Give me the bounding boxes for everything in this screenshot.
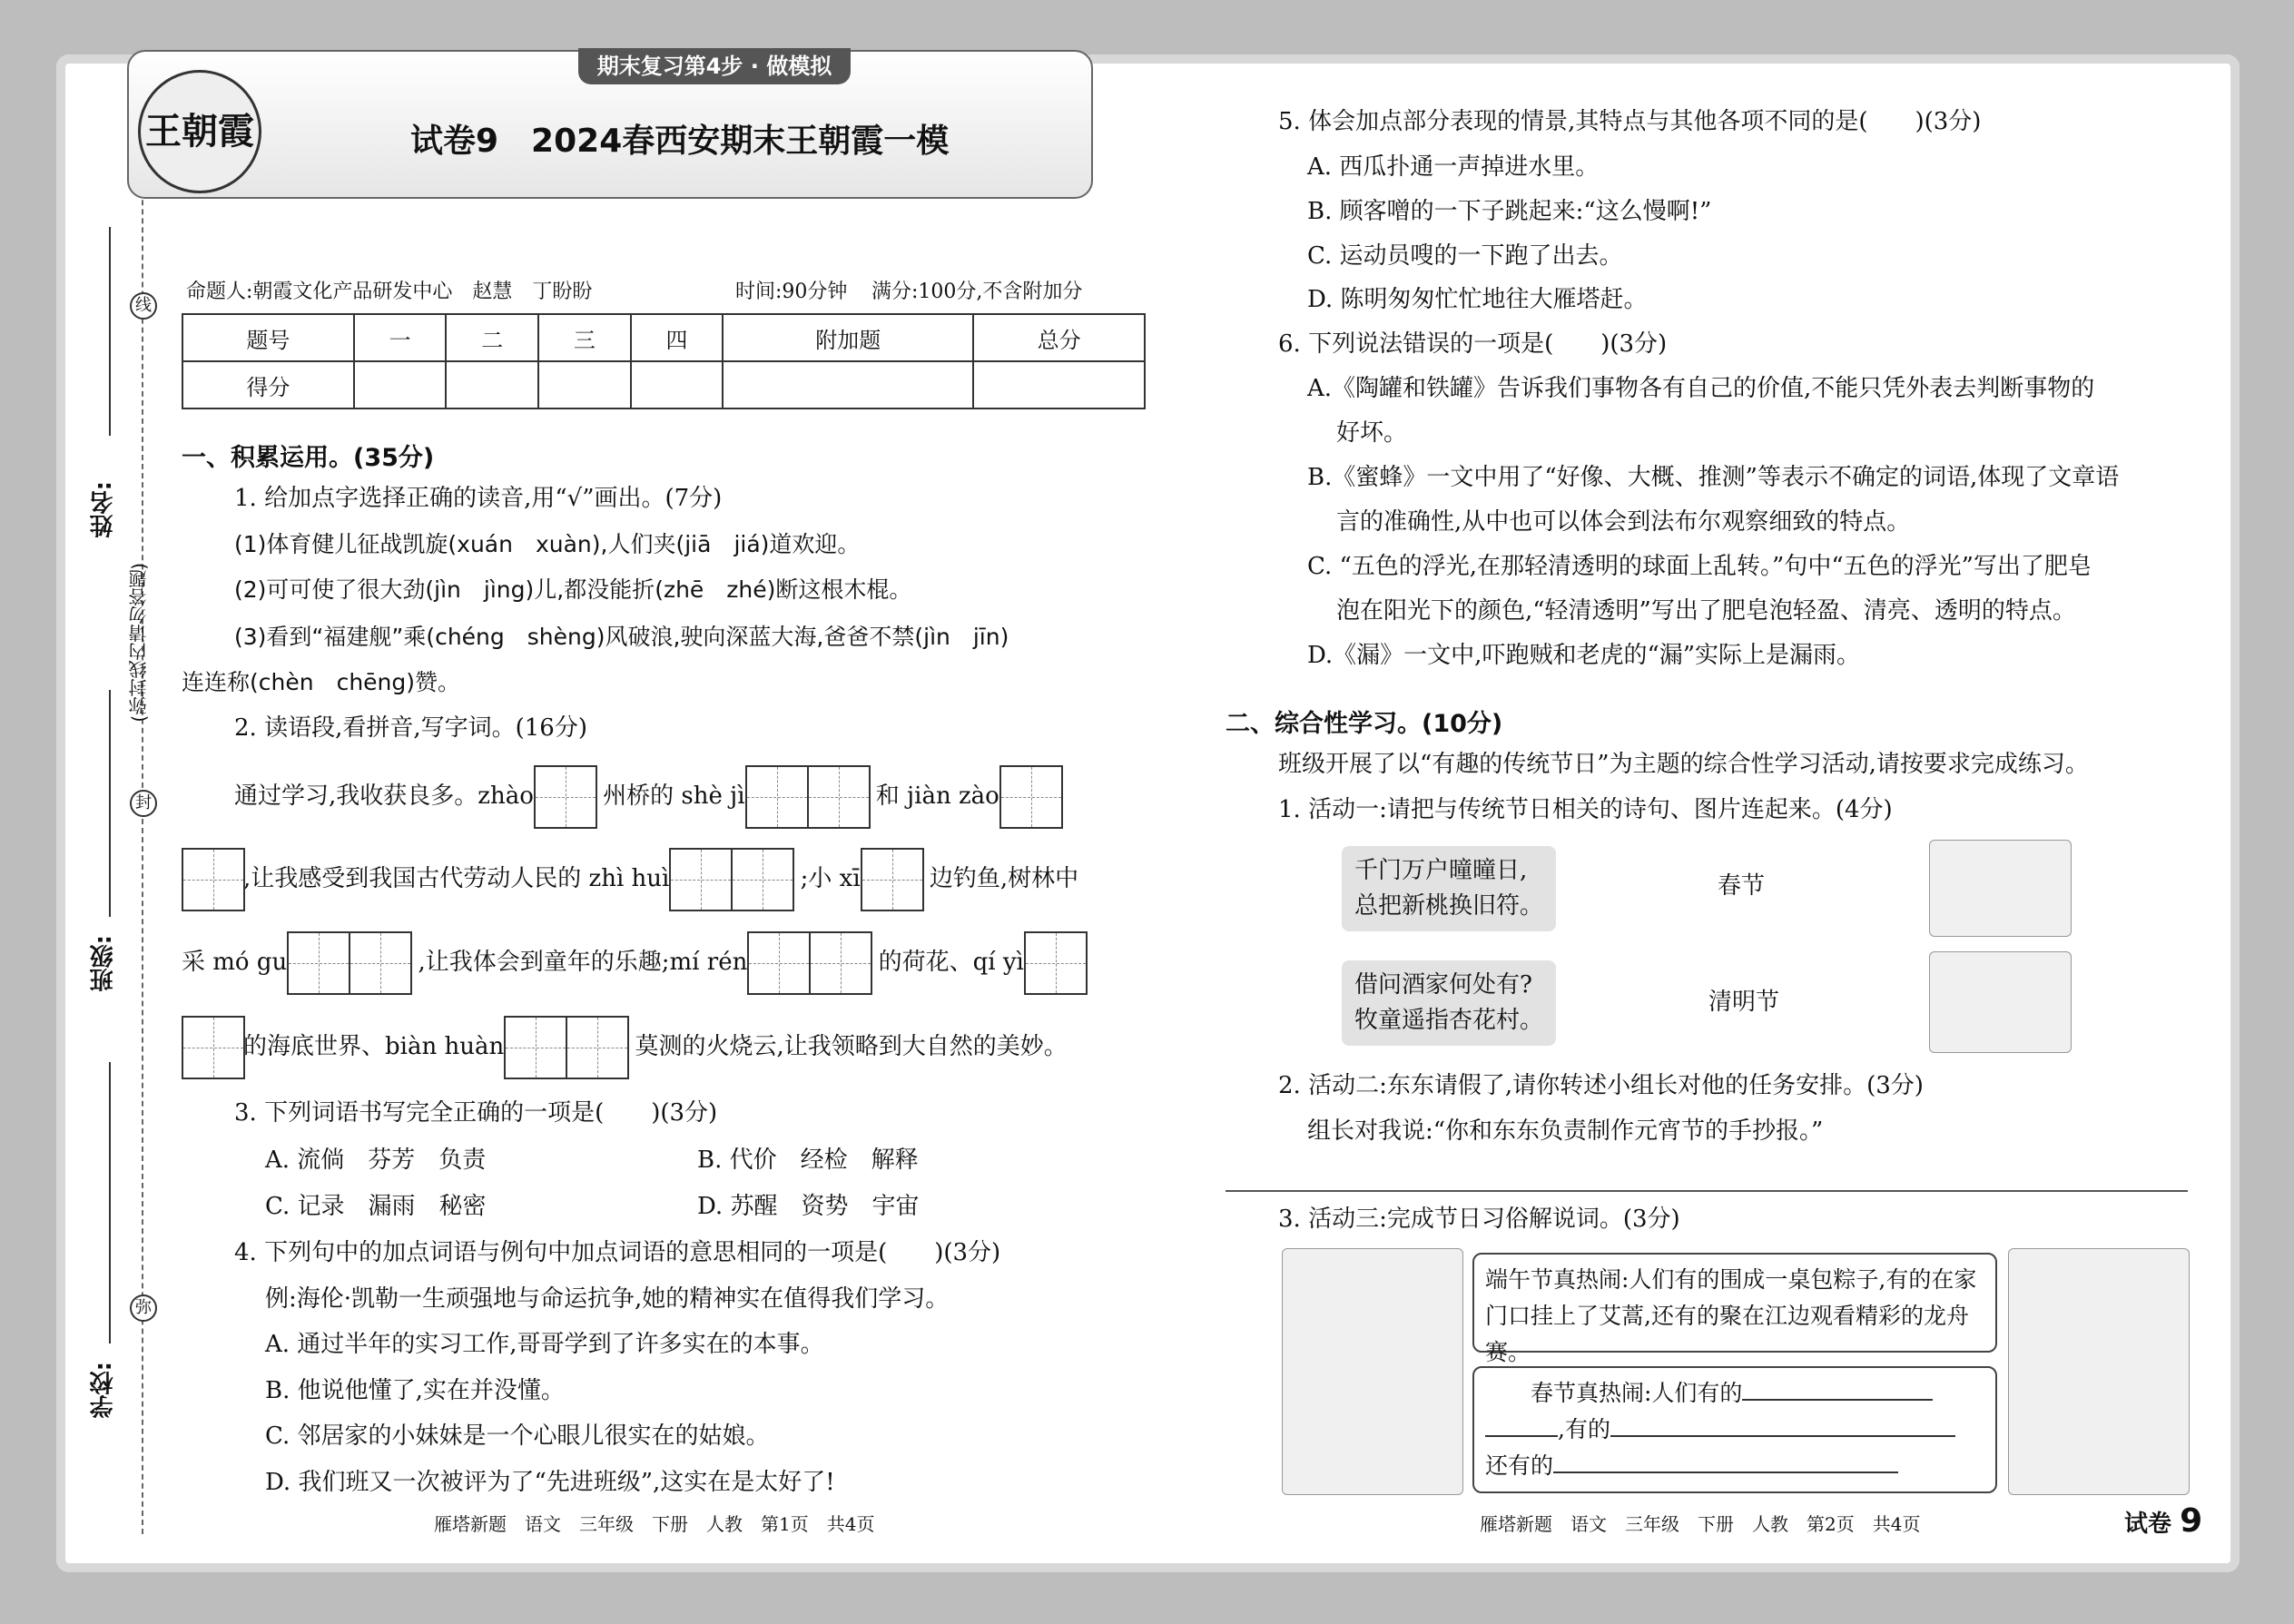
score-cell[interactable] <box>631 361 724 408</box>
seal-note: (弥封线内请勿答题) <box>128 563 150 723</box>
caption-spring-festival <box>1472 1366 1997 1493</box>
q2-text: 莫测的火烧云,让我领略到大自然的美妙。 <box>635 1033 1068 1060</box>
char-box[interactable] <box>999 765 1063 829</box>
name-label: 姓名: <box>90 481 117 538</box>
poem-card-1[interactable] <box>1342 846 1556 931</box>
q6-option-a-cont: 好坏。 <box>1336 419 1408 447</box>
score-cell[interactable] <box>973 361 1145 408</box>
brand-logo: 王朝霞 <box>138 70 261 193</box>
score-header-cell: 二 <box>446 314 538 361</box>
char-box[interactable] <box>182 1016 245 1079</box>
q2-line-2 <box>182 847 1078 911</box>
char-box[interactable] <box>287 931 350 995</box>
q3-option-c[interactable]: C. 记录 漏雨 秘密 <box>265 1193 487 1220</box>
paper-badge-label: 试卷 <box>2124 1511 2172 1538</box>
q2-text: 通过学习,我收获良多。zhào <box>234 782 534 810</box>
char-box[interactable] <box>504 1016 567 1079</box>
score-cell[interactable] <box>723 361 973 408</box>
q4-option-c[interactable]: C. 邻居家的小妹妹是一个心眼儿很实在的姑娘。 <box>265 1422 770 1450</box>
q2-text: 和 jiàn zào <box>875 782 999 810</box>
spring-text: ,有的 <box>1558 1416 1610 1442</box>
q1-item-3[interactable]: (3)看到“福建舰”乘(chéng shèng)风破浪,驶向深蓝大海,爸爸不禁(jìn jīn) <box>234 624 1009 650</box>
poem-line: 借问酒家何处有? <box>1354 971 1532 999</box>
q2-text: 的海底世界、biàn huàn <box>243 1033 505 1060</box>
score-header-cell: 一 <box>354 314 447 361</box>
char-box[interactable] <box>861 848 924 911</box>
score-header-cell: 三 <box>538 314 631 361</box>
q6-option-b[interactable]: B.《蜜蜂》一文中用了“好像、大概、推测”等表示不确定的词语,体现了文章语 <box>1307 464 2120 491</box>
q6-option-c[interactable]: C. “五色的浮光,在那轻清透明的球面上乱转。”句中“五色的浮光”写出了肥皂 <box>1307 553 2092 580</box>
q2-prompt: 2. 读语段,看拼音,写字词。(16分) <box>234 714 587 742</box>
score-header-cell: 附加题 <box>723 314 973 361</box>
section-2-intro: 班级开展了以“有趣的传统节日”为主题的综合性学习活动,请按要求完成练习。 <box>1278 751 2089 778</box>
q3-prompt: 3. 下列词语书写完全正确的一项是( )(3分) <box>234 1099 718 1127</box>
blank-3[interactable] <box>1610 1435 1955 1437</box>
page-1-footer: 雁塔新题 语文 三年级 下册 人教 第1页 共4页 <box>434 1513 875 1535</box>
score-cell[interactable] <box>446 361 538 408</box>
exam-header <box>127 50 1093 199</box>
review-step-tab: 期末复习第4步 · 做模拟 <box>578 48 851 84</box>
char-box[interactable] <box>809 931 872 995</box>
score-header-cell: 题号 <box>182 314 354 361</box>
score-header-cell: 总分 <box>973 314 1145 361</box>
spring-line-1 <box>1485 1375 1984 1412</box>
score-value-row <box>182 361 1145 408</box>
poem-line: 千门万户曈曈日, <box>1354 857 1528 884</box>
char-box[interactable] <box>807 765 871 829</box>
q2-line-1 <box>234 764 1061 829</box>
q1-item-3-cont[interactable]: 连连称(chèn chēng)赞。 <box>182 669 461 695</box>
seal-mark-line: 线 <box>130 292 157 320</box>
picture-dragon-boat <box>1282 1248 1463 1495</box>
score-header-row <box>182 314 1145 361</box>
q2-line-3 <box>182 930 1086 995</box>
q1-item-2[interactable]: (2)可可使了很大劲(jìn jìng)儿,都没能折(zhē zhé)断这根木棍。 <box>234 576 912 603</box>
char-box[interactable] <box>349 931 412 995</box>
exam-time: 时间:90分钟 <box>735 281 848 303</box>
activity-2-prompt: 2. 活动二:东东请假了,请你转述小组长对他的任务安排。(3分) <box>1278 1072 1924 1099</box>
q1-prompt: 1. 给加点字选择正确的读音,用“√”画出。(7分) <box>234 485 723 512</box>
char-box[interactable] <box>534 765 597 829</box>
name-field[interactable] <box>109 227 111 436</box>
q3-option-a[interactable]: A. 流倘 芬芳 负责 <box>265 1147 487 1174</box>
q4-option-d[interactable]: D. 我们班又一次被评为了“先进班级”,这实在是太好了! <box>265 1469 835 1496</box>
spring-text: 还有的 <box>1485 1452 1554 1479</box>
q4-option-a[interactable]: A. 通过半年的实习工作,哥哥学到了许多实在的本事。 <box>265 1331 824 1358</box>
authors: 命题人:朝霞文化产品研发中心 赵慧 丁盼盼 <box>186 281 593 303</box>
q1-item-1[interactable]: (1)体育健儿征战凯旋(xuán xuàn),人们夹(jiā jiá)道欢迎。 <box>234 531 861 557</box>
q3-option-d[interactable]: D. 苏醒 资势 宇宙 <box>697 1193 920 1220</box>
festival-label-spring[interactable]: 春节 <box>1718 872 1766 900</box>
full-score: 满分:100分,不含附加分 <box>871 281 1083 303</box>
poem-card-2[interactable] <box>1342 960 1556 1046</box>
section-1-heading: 一、积累运用。(35分) <box>182 444 435 472</box>
spring-line-2 <box>1485 1412 1984 1448</box>
q5-option-a[interactable]: A. 西瓜扑通一声掉进水里。 <box>1307 153 1600 181</box>
q5-prompt: 5. 体会加点部分表现的情景,其特点与其他各项不同的是( )(3分) <box>1278 108 1982 135</box>
q6-option-c-cont: 泡在阳光下的颜色,“轻清透明”写出了肥皂泡轻盈、清亮、透明的特点。 <box>1336 597 2076 625</box>
q4-prompt: 4. 下列句中的加点词语与例句中加点词语的意思相同的一项是( )(3分) <box>234 1239 1001 1266</box>
q4-option-b[interactable]: B. 他说他懂了,实在并没懂。 <box>265 1377 565 1404</box>
score-cell[interactable] <box>538 361 631 408</box>
q2-text: 的荷花、qí yì <box>878 949 1024 976</box>
activity-1-prompt: 1. 活动一:请把与传统节日相关的诗句、图片连起来。(4分) <box>1278 796 1893 823</box>
q5-option-c[interactable]: C. 运动员嗖的一下跑了出去。 <box>1307 242 1623 270</box>
blank-1[interactable] <box>1742 1399 1933 1401</box>
poem-line: 牧童遥指杏花村。 <box>1354 1007 1544 1034</box>
section-2-heading: 二、综合性学习。(10分) <box>1226 710 1503 738</box>
q2-text: 采 mó gu <box>182 949 288 976</box>
picture-spring-festival <box>2008 1248 2190 1495</box>
caption-dragon-boat: 端午节真热闹:人们有的围成一桌包粽子,有的在家门口挂上了艾蒿,还有的聚在江边观看精彩的龙舟赛。 <box>1472 1253 1997 1353</box>
paper-badge-number: 9 <box>2180 1502 2203 1540</box>
poem-line: 总把新桃换旧符。 <box>1354 892 1544 920</box>
char-box[interactable] <box>566 1016 629 1079</box>
q2-text: ,让我感受到我国古代劳动人民的 zhì huì <box>243 865 670 892</box>
blank-2[interactable] <box>1485 1435 1558 1437</box>
school-field[interactable] <box>109 1062 111 1343</box>
q5-option-b[interactable]: B. 顾客噌的一下子跳起来:“这么慢啊!” <box>1307 198 1712 225</box>
paper-badge <box>2124 1502 2202 1540</box>
spring-text: 春节真热闹:人们有的 <box>1531 1380 1743 1406</box>
activity-3-prompt: 3. 活动三:完成节日习俗解说词。(3分) <box>1278 1206 1680 1233</box>
char-box[interactable] <box>745 765 809 829</box>
spring-line-3 <box>1485 1448 1984 1484</box>
picture-tomb-sweeping[interactable] <box>1929 840 2072 937</box>
q6-option-d[interactable]: D.《漏》一文中,吓跑贼和老虎的“漏”实际上是漏雨。 <box>1307 642 1861 669</box>
q4-example: 例:海伦·凯勒一生顽强地与命运抗争,她的精神实在值得我们学习。 <box>265 1285 950 1313</box>
score-header-cell: 四 <box>631 314 724 361</box>
score-row-label: 得分 <box>182 361 354 408</box>
q2-line-4 <box>182 1015 1068 1079</box>
seal-mark-mi: 弥 <box>130 1294 157 1322</box>
seal-mark-seal: 封 <box>130 790 157 817</box>
section-divider <box>1226 1190 2188 1192</box>
char-box[interactable] <box>1024 931 1088 995</box>
char-box[interactable] <box>182 848 245 911</box>
char-box[interactable] <box>669 848 733 911</box>
q2-text: ,让我体会到童年的乐趣;mí rén <box>418 949 748 976</box>
school-label: 学校: <box>90 1362 117 1419</box>
activity-2-quote: 组长对我说:“你和东东负责制作元宵节的手抄报。” <box>1307 1117 1824 1145</box>
char-box[interactable] <box>747 931 811 995</box>
exam-title: 试卷9 2024春西安期末王朝霞一模 <box>410 123 950 160</box>
char-box[interactable] <box>731 848 794 911</box>
score-table <box>182 313 1146 409</box>
class-field[interactable] <box>109 690 111 917</box>
score-cell[interactable] <box>354 361 447 408</box>
q2-text: 州桥的 shè jì <box>603 782 745 810</box>
q6-prompt: 6. 下列说法错误的一项是( )(3分) <box>1278 330 1668 358</box>
q6-option-a[interactable]: A.《陶罐和铁罐》告诉我们事物各有自己的价值,不能只凭外表去判断事物的 <box>1307 375 2095 402</box>
q6-option-b-cont: 言的准确性,从中也可以体会到法布尔观察细致的特点。 <box>1336 508 1911 536</box>
page-2-footer: 雁塔新题 语文 三年级 下册 人教 第2页 共4页 <box>1480 1513 1921 1535</box>
q2-text: ;小 xī <box>800 865 861 892</box>
picture-door-couplets[interactable] <box>1929 951 2072 1053</box>
q5-option-d[interactable]: D. 陈明匆匆忙忙地往大雁塔赶。 <box>1307 286 1648 313</box>
class-label: 班级: <box>90 935 117 992</box>
q2-text: 边钓鱼,树林中 <box>929 865 1079 892</box>
q3-option-b[interactable]: B. 代价 经检 解释 <box>697 1147 919 1174</box>
festival-label-qingming[interactable]: 清明节 <box>1708 989 1780 1016</box>
blank-4[interactable] <box>1553 1471 1898 1473</box>
